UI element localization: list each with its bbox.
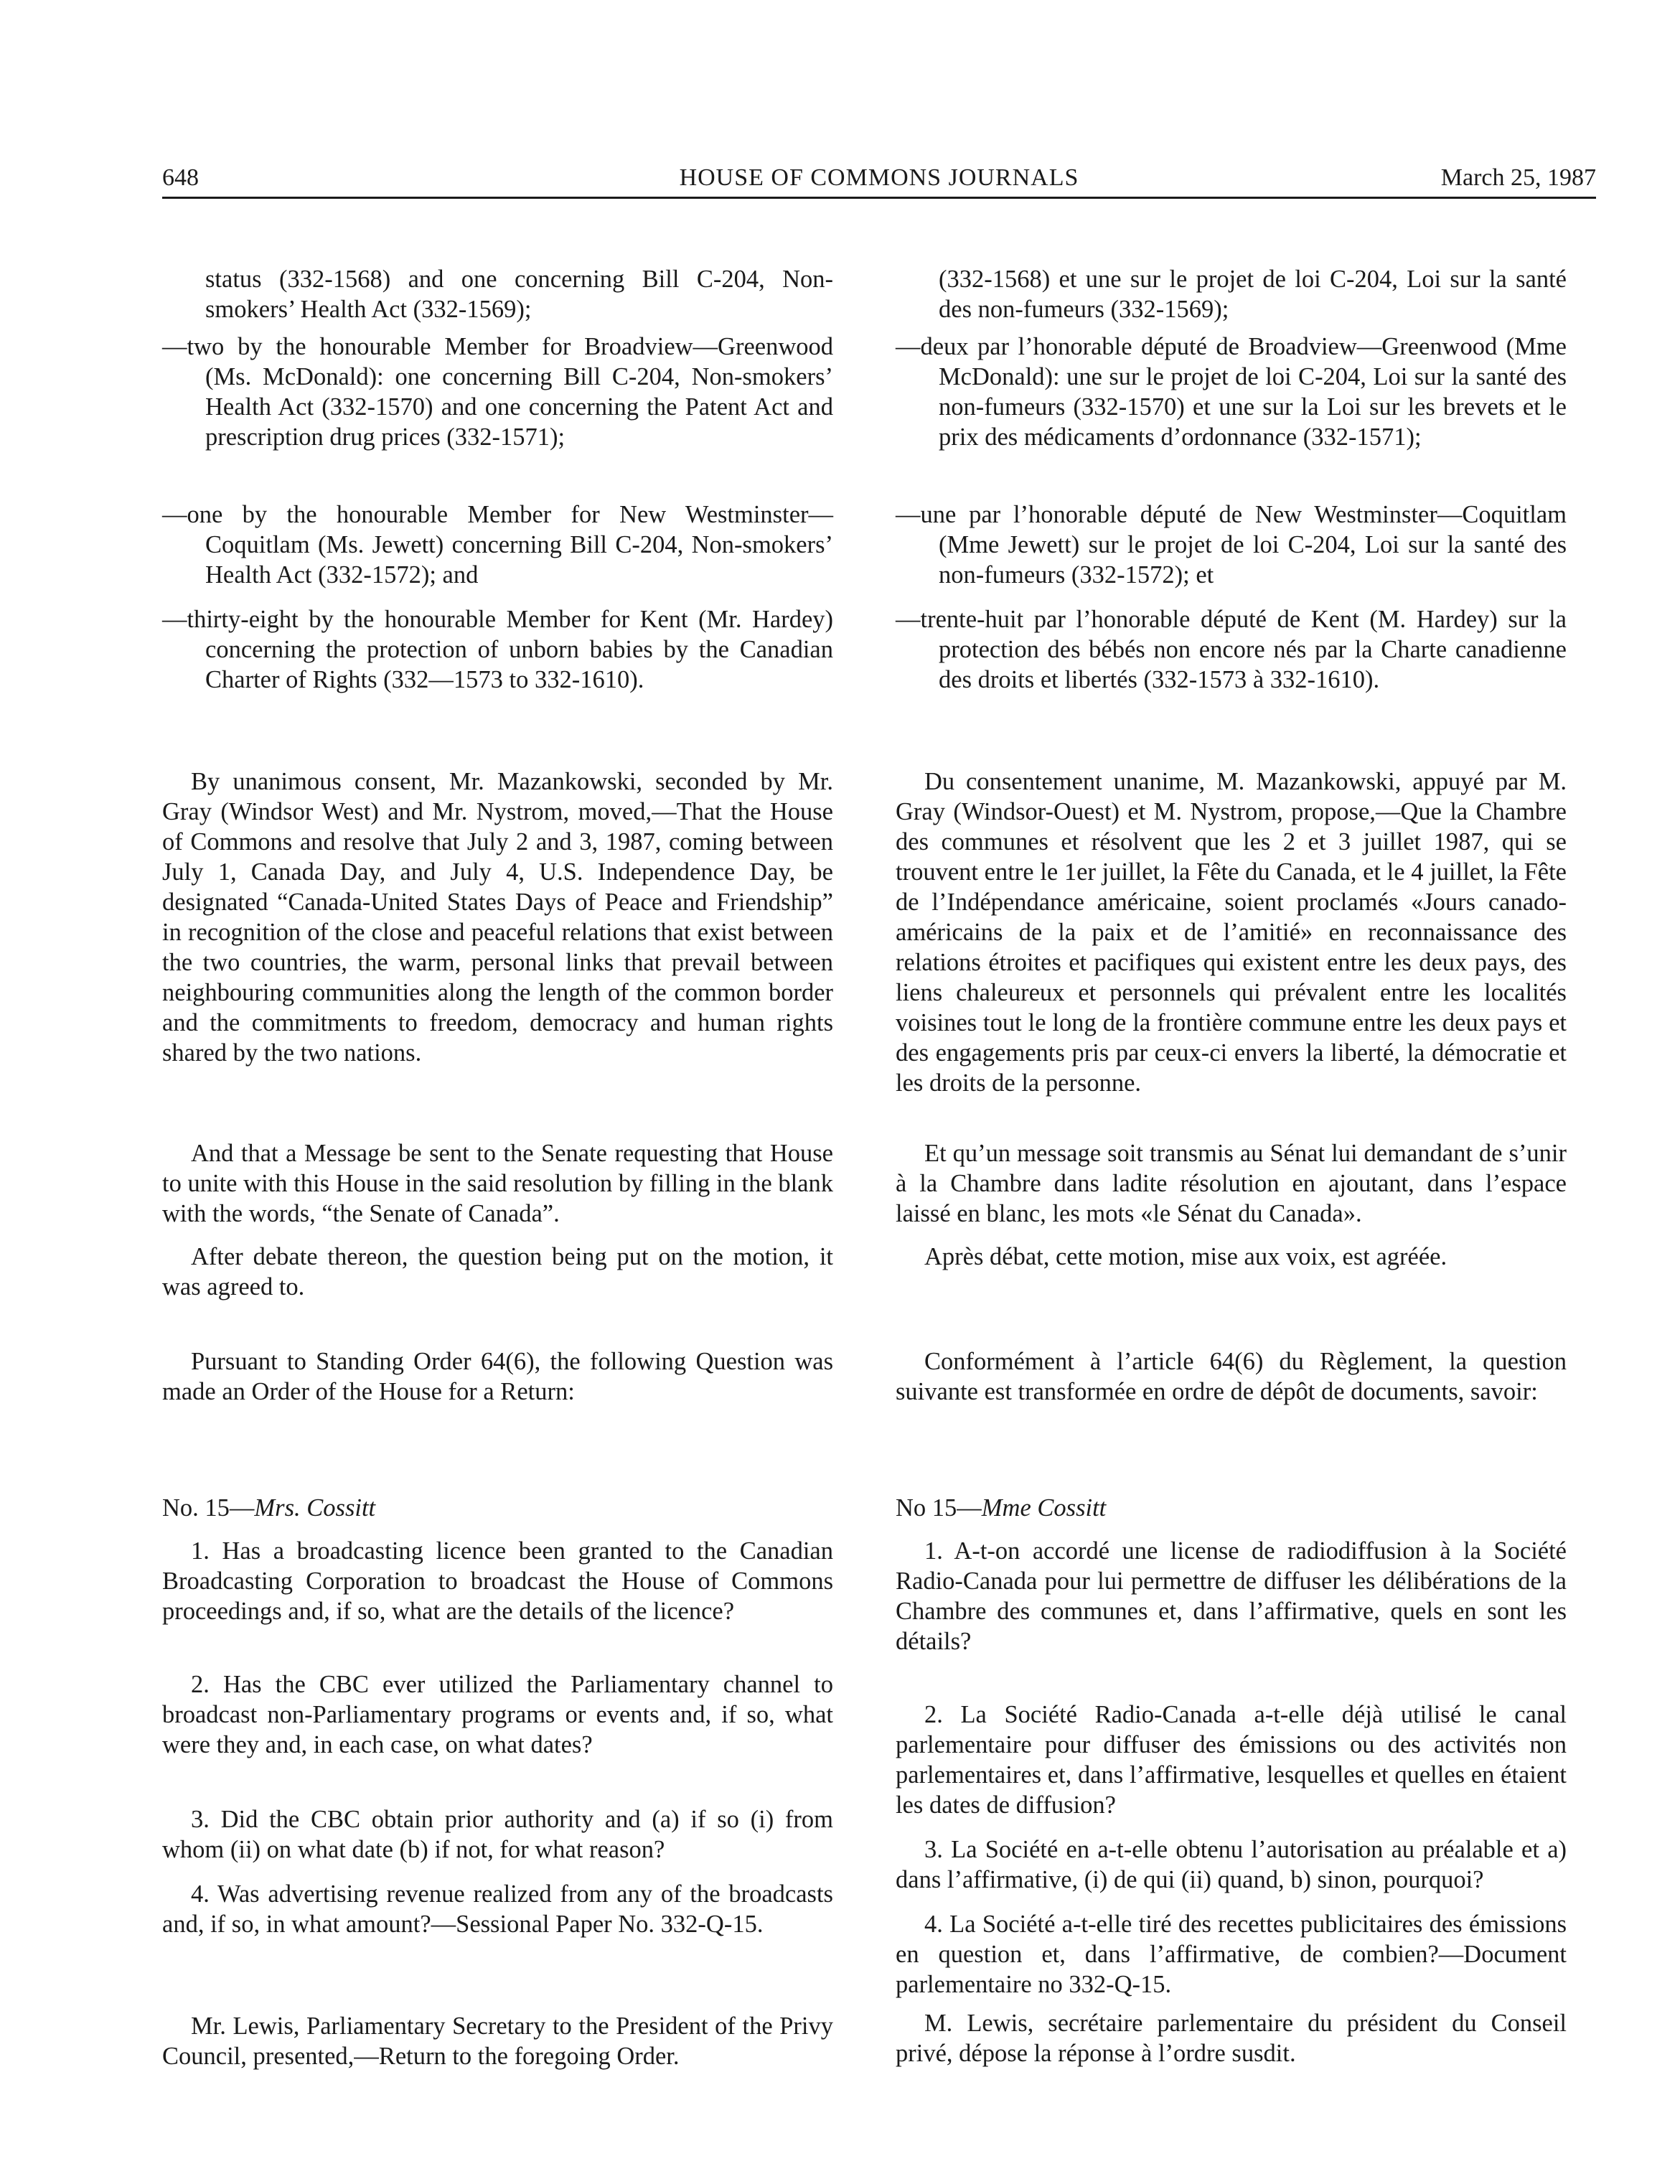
- page-number: 648: [162, 164, 199, 191]
- question-item: 2. Has the CBC ever utilized the Parliamentary channel to broadcast non-Parliamentary programs or events and, if so, what were they and, in each case, on what dates?: [162, 1671, 833, 1758]
- question-item: 2. La Société Radio-Canada a-t-elle déjà utilisé le canal parlementaire pour diffuser des émissions ou des activités non parlementaires et, dans l’affirmative, lesquelles et quelles en étaient les dates de diffusion?: [896, 1701, 1567, 1819]
- question-item: 3. Did the CBC obtain prior authority and (a) if so (i) from whom (ii) on what date (b) if not, for what reason?: [162, 1806, 833, 1863]
- order-intro: Conformément à l’article 64(6) du Règlement, la question suivante est transformée en ordre de dépôt de documents, savoir:: [896, 1348, 1567, 1405]
- return-paragraph: Mr. Lewis, Parliamentary Secretary to the President of the Privy Council, presented,—Return to the foregoing Order.: [162, 2012, 833, 2070]
- order-intro: Pursuant to Standing Order 64(6), the following Question was made an Order of the House for a Return:: [162, 1348, 833, 1405]
- debate-paragraph: After debate thereon, the question being put on the motion, it was agreed to.: [162, 1243, 833, 1300]
- debate-paragraph: Après débat, cette motion, mise aux voix, est agréée.: [924, 1243, 1447, 1270]
- journal-title: HOUSE OF COMMONS JOURNALS: [679, 164, 1079, 191]
- petition-item: —two by the honourable Member for Broadview—Greenwood (Ms. McDonald): one concerning Bill C-204, Non-smokers’ Health Act (332-1570) and one concerning the Patent Act and prescription drug prices (332-1571);: [162, 333, 833, 451]
- motion-paragraph: By unanimous consent, Mr. Mazankowski, seconded by Mr. Gray (Windsor West) and Mr. Nystrom, moved,—That the House of Commons and resolve that July 2 and 3, 1987, coming between July 1, Canada Day, and July 4, U.S. Independence Day, be designated “Canada-United States Days of Peace and Friendship” in recognition of the close and peaceful relations that exist between the two countries, the warm, personal links that prevail between neighbouring communities along the length of the common border and the commitments to freedom, democracy and human rights shared by the two nations.: [162, 768, 833, 1067]
- petition-item: —deux par l’honorable député de Broadview—Greenwood (Mme McDonald): une sur le projet de loi C-204, Loi sur la santé des non-fumeurs (332-1570) et une sur la Loi sur les brevets et le prix des médicaments d’ordonnance (332-1571);: [896, 333, 1567, 451]
- page-header: [162, 162, 1596, 199]
- return-paragraph: M. Lewis, secrétaire parlementaire du président du Conseil privé, dépose la réponse à l’ordre susdit.: [896, 2010, 1567, 2067]
- motion-paragraph: Du consentement unanime, M. Mazankowski, appuyé par M. Gray (Windsor-Ouest) et M. Nystrom, propose,—Que la Chambre des communes et résolvent que les 2 et 3 juillet 1987, qui se trouvent entre le 1er juillet, la Fête du Canada, et le 4 juillet, la Fête de l’Indépendance américaine, soient proclamés «Jours canado-américains de la paix et de l’amitié» en reconnaissance des relations étroites et pacifiques qui existent entre les deux pays, des liens chaleureux et personnels qui prévalent entre les localités voisines tout le long de la frontière commune entre les deux pays et des engagements pris par ceux-ci envers la liberté, la démocratie et les droits de la personne.: [896, 768, 1567, 1097]
- question-number: No. 15—: [162, 1494, 255, 1522]
- message-paragraph: Et qu’un message soit transmis au Sénat lui demandant de s’unir à la Chambre dans ladite résolution en ajoutant, dans l’espace laissé en blanc, les mots «le Sénat du Canada».: [896, 1140, 1567, 1227]
- petition-item: —one by the honourable Member for New Westminster—Coquitlam (Ms. Jewett) concerning Bill C-204, Non-smokers’ Health Act (332-1572); and: [162, 501, 833, 589]
- question-number: No 15—: [896, 1494, 982, 1522]
- question-item: 1. A-t-on accordé une license de radiodiffusion à la Société Radio-Canada pour lui permettre de diffuser les délibérations de la Chambre des communes et, dans l’affirmative, quels en sont les détails?: [896, 1537, 1567, 1655]
- question-member: Mrs. Cossitt: [254, 1494, 376, 1522]
- question-item: 4. Was advertising revenue realized from any of the broadcasts and, if so, in what amount?—Sessional Paper No. 332-Q-15.: [162, 1880, 833, 1938]
- petition-item: —une par l’honorable député de New Westminster—Coquitlam (Mme Jewett) sur le projet de loi C-204, Loi sur la santé des non-fumeurs (332-1572); et: [896, 501, 1567, 589]
- journal-date: March 25, 1987: [1440, 164, 1596, 191]
- question-member: Mme Cossitt: [981, 1494, 1107, 1522]
- question-heading: [162, 1493, 833, 1523]
- question-item: 4. La Société a-t-elle tiré des recettes publicitaires des émissions en question et, dans l’affirmative, de combien?—Document parlementaire no 332-Q-15.: [896, 1911, 1567, 1998]
- question-item: 1. Has a broadcasting licence been granted to the Canadian Broadcasting Corporation to broadcast the House of Commons proceedings and, if so, what are the details of the licence?: [162, 1537, 833, 1625]
- petition-item: —thirty-eight by the honourable Member for Kent (Mr. Hardey) concerning the protection of unborn babies by the Canadian Charter of Rights (332—1573 to 332-1610).: [162, 606, 833, 693]
- message-paragraph: And that a Message be sent to the Senate requesting that House to unite with this House in the said resolution by filling in the blank with the words, “the Senate of Canada”.: [162, 1140, 833, 1227]
- question-heading: [896, 1493, 1567, 1523]
- question-item: 3. La Société en a-t-elle obtenu l’autorisation au préalable et a) dans l’affirmative, (i) de qui (ii) quand, b) sinon, pourquoi?: [896, 1836, 1567, 1893]
- petition-item: —trente-huit par l’honorable député de Kent (M. Hardey) sur la protection des bébés non encore nés par la Charte canadienne des droits et libertés (332-1573 à 332-1610).: [896, 606, 1567, 693]
- petition-continuation: status (332-1568) and one concerning Bill C-204, Non-smokers’ Health Act (332-1569);: [205, 266, 833, 323]
- petition-continuation: (332-1568) et une sur le projet de loi C-204, Loi sur la santé des non-fumeurs (332-1569);: [939, 266, 1567, 323]
